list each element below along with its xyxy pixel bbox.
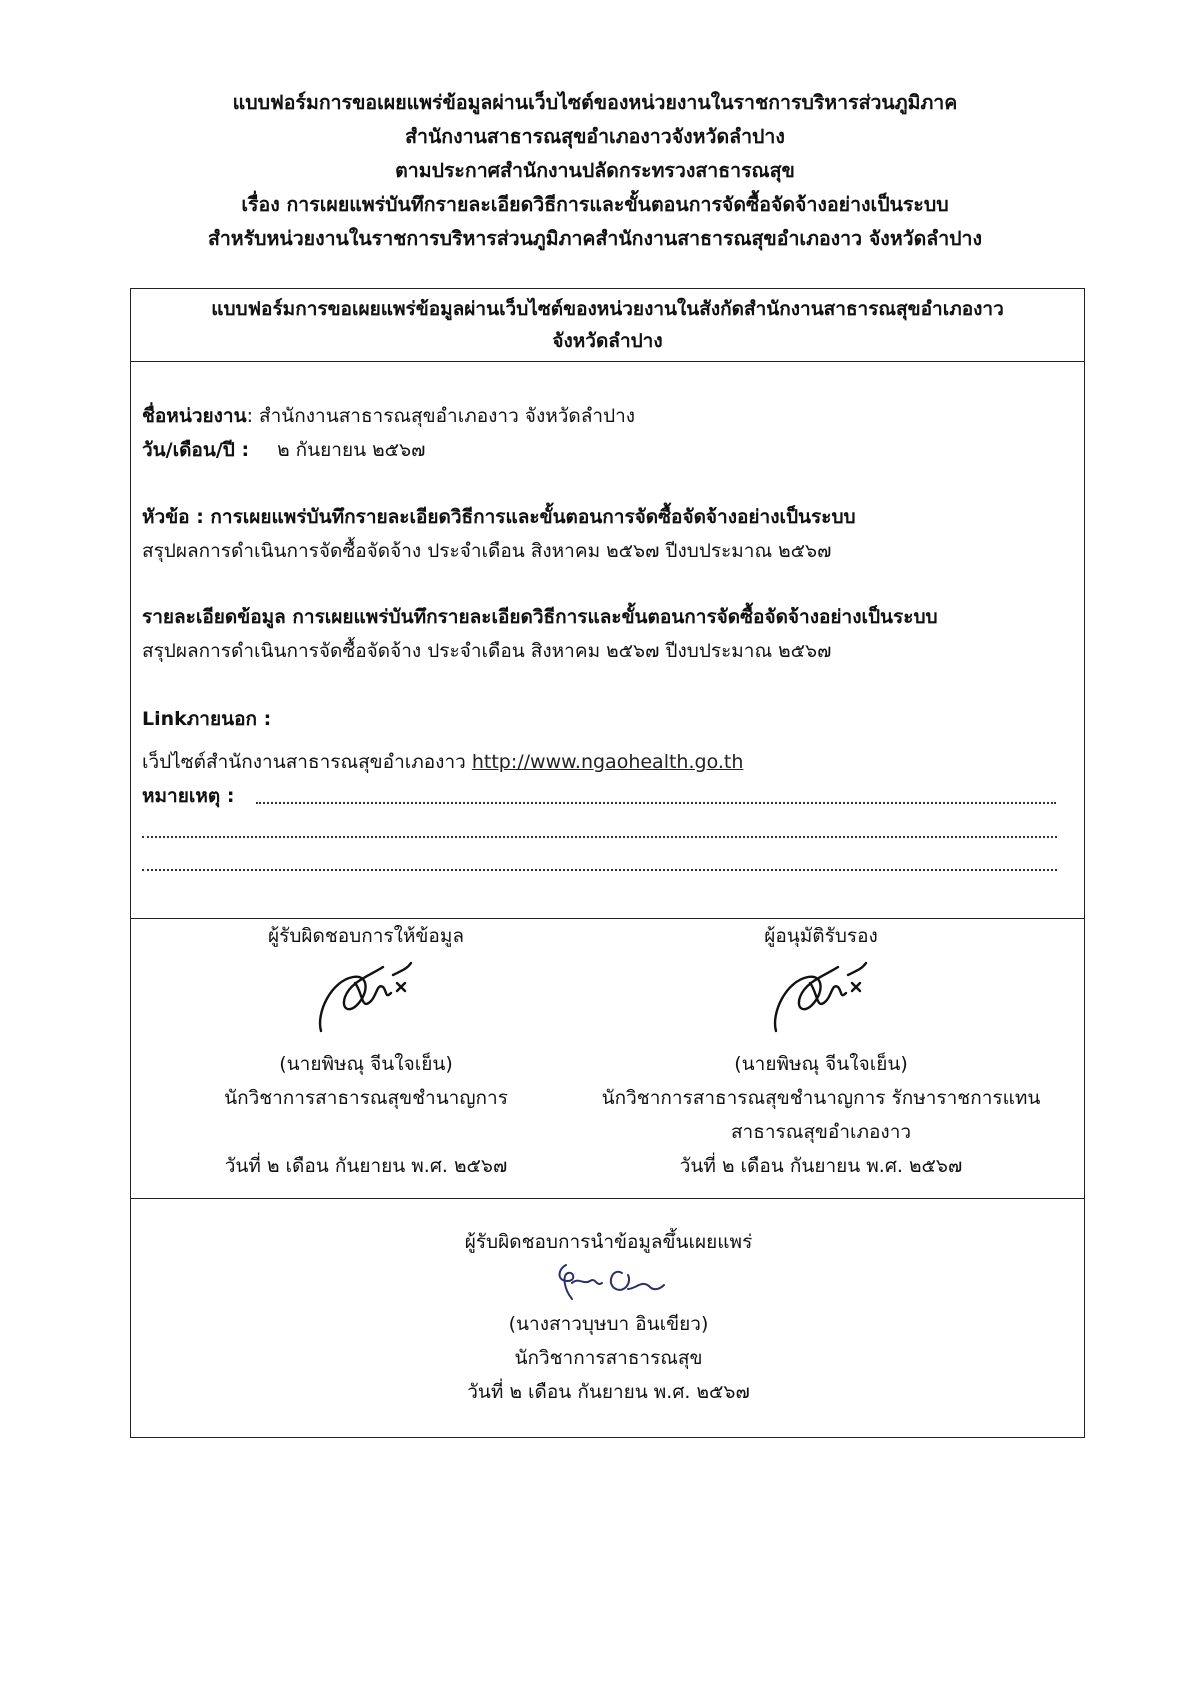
publisher-name: (นางสาวบุษบา อินเขียว) (508, 1313, 709, 1335)
note-dotted-line-3 (142, 869, 1057, 871)
right-name: (นายพิษณุ จีนใจเย็น) (734, 1053, 908, 1075)
form-frame (130, 288, 1085, 1438)
agency-value: : สำนักงานสาธารณสุขอำเภองาว จังหวัดลำปาง (246, 405, 636, 427)
note-dotted-line-2 (142, 836, 1057, 838)
header-line-2: สำนักงานสาธารณสุขอำเภองาวจังหวัดลำปาง (405, 125, 785, 148)
document-header (0, 86, 1190, 256)
publisher-block (131, 1225, 1086, 1409)
publisher-position: นักวิชาการสาธารณสุข (514, 1347, 703, 1369)
form-title-line-1: แบบฟอร์มการขอเผยแพร่ข้อมูลผ่านเว็บไซต์ของหน่วยงานในสังกัดสำนักงานสาธารณสุขอำเภองาว (211, 298, 1004, 320)
topic-line: หัวข้อ : การเผยแพร่บันทึกรายละเอียดวิธีการและขั้นตอนการจัดซื้อจัดจ้างอย่างเป็นระบบ (142, 506, 856, 528)
header-line-3: ตามประกาศสำนักงานปลัดกระทรวงสาธารณสุข (395, 159, 795, 182)
form-title-line-2: จังหวัดลำปาง (552, 330, 663, 352)
website-link[interactable]: http://www.ngaohealth.go.th (471, 751, 744, 773)
note-label: หมายเหตุ : (142, 785, 235, 807)
left-signature-block (171, 919, 561, 1183)
right-date: วันที่ ๒ เดือน กันยายน พ.ศ. ๒๕๖๗ (679, 1155, 963, 1177)
form-title (131, 289, 1084, 362)
right-signature (766, 953, 876, 1043)
publisher-signature (544, 1259, 674, 1307)
date-value: ๒ กันยายน ๒๕๖๗ (277, 439, 426, 461)
topic-sub: สรุปผลการดำเนินการจัดซื้อจัดจ้าง ประจำเดือน สิงหาคม ๒๕๖๗ ปีงบประมาณ ๒๕๖๗ (142, 540, 832, 562)
publisher-date: วันที่ ๒ เดือน กันยายน พ.ศ. ๒๕๖๗ (467, 1381, 750, 1403)
header-line-4: เรื่อง การเผยแพร่บันทึกรายละเอียดวิธีการและขั้นตอนการจัดซื้อจัดจ้างอย่างเป็นระบบ (241, 193, 949, 216)
publisher-section (131, 1199, 1084, 1439)
publisher-role: ผู้รับผิดชอบการนำข้อมูลขึ้นเผยแพร่ (464, 1231, 753, 1253)
left-role: ผู้รับผิดชอบการให้ข้อมูล (268, 925, 464, 947)
agency-row (142, 401, 635, 431)
link-label: Linkภายนอก : (142, 708, 272, 730)
left-name: (นายพิษณุ จีนใจเย็น) (279, 1053, 453, 1075)
website-label: เว็ปไซต์สำนักงานสาธารณสุขอำเภองาว (142, 751, 466, 773)
agency-label: ชื่อหน่วยงาน (142, 405, 247, 427)
left-date: วันที่ ๒ เดือน กันยายน พ.ศ. ๒๕๖๗ (224, 1155, 508, 1177)
signature-section (131, 919, 1084, 1199)
header-line-1: แบบฟอร์มการขอเผยแพร่ข้อมูลผ่านเว็บไซต์ของหน่วยงานในราชการบริหารส่วนภูมิภาค (232, 91, 958, 114)
right-signature-block (581, 919, 1061, 1183)
left-position: นักวิชาการสาธารณสุขชำนาญการ (224, 1087, 508, 1109)
left-signature (311, 953, 421, 1043)
header-line-5: สำหรับหน่วยงานในราชการบริหารส่วนภูมิภาคสำนักงานสาธารณสุขอำเภองาว จังหวัดลำปาง (207, 227, 983, 250)
website-row (142, 747, 743, 777)
right-position-line-1: นักวิชาการสาธารณสุขชำนาญการ รักษาราชการแทน (601, 1087, 1041, 1109)
note-dotted-line-1 (256, 802, 1056, 804)
detail-line: รายละเอียดข้อมูล การเผยแพร่บันทึกรายละเอียดวิธีการและขั้นตอนการจัดซื้อจัดจ้างอย่างเป็นระบบ (142, 606, 938, 628)
detail-sub: สรุปผลการดำเนินการจัดซื้อจัดจ้าง ประจำเดือน สิงหาคม ๒๕๖๗ ปีงบประมาณ ๒๕๖๗ (142, 640, 832, 662)
right-role: ผู้อนุมัติรับรอง (764, 925, 878, 947)
date-label: วัน/เดือน/ปี : (142, 439, 250, 461)
form-details (131, 362, 1084, 919)
right-position-line-2: สาธารณสุขอำเภองาว (730, 1121, 912, 1143)
date-row (142, 435, 425, 465)
